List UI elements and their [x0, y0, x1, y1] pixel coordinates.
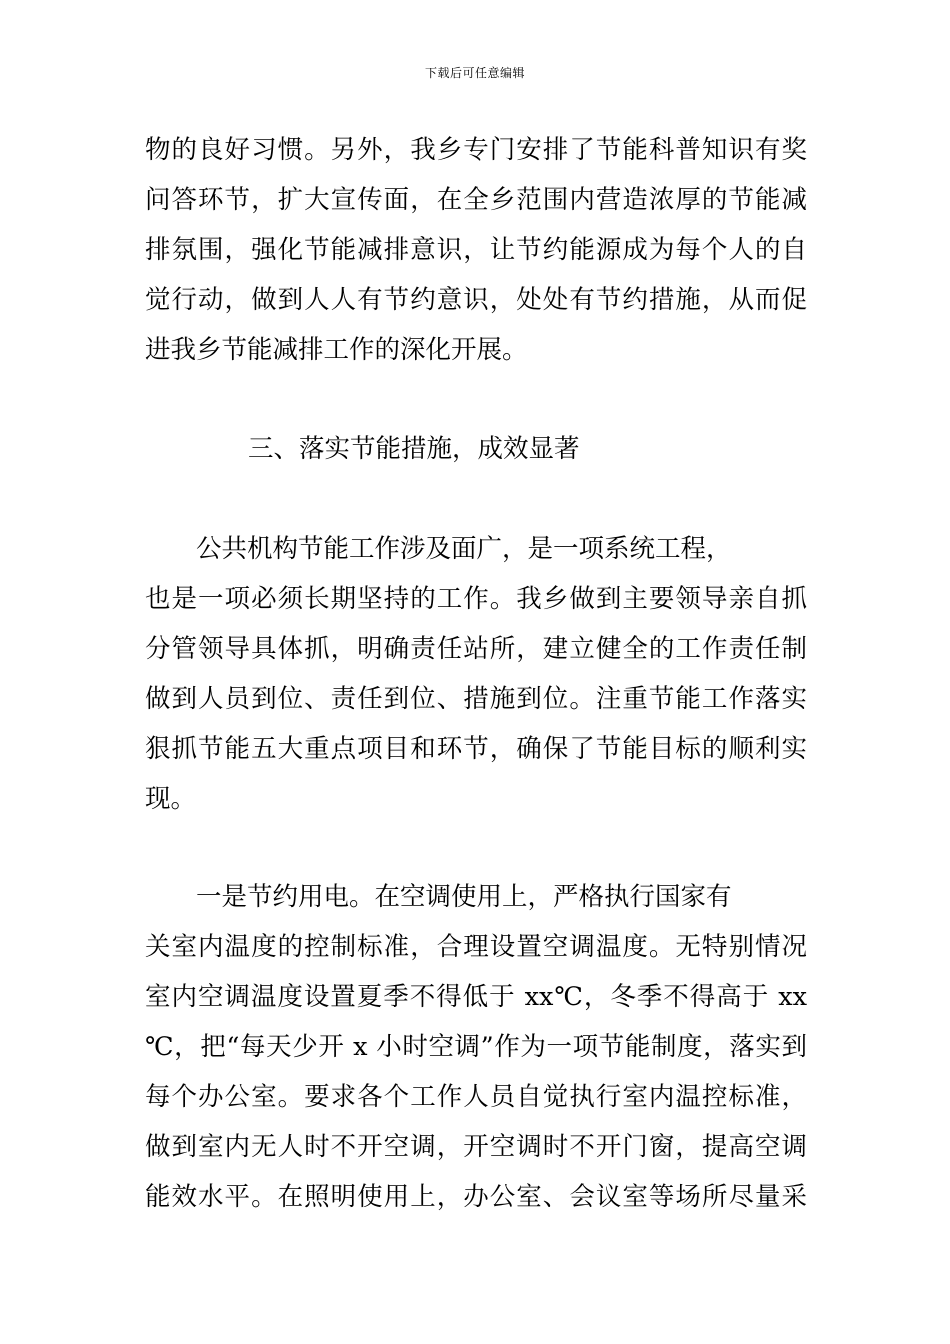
paragraph-1-line-1: 物的良好习惯。另外，我乡专门安排了节能科普知识有奖	[145, 135, 807, 165]
paragraph-3-line-7: 能效水平。在照明使用上，办公室、会议室等场所尽量采	[145, 1182, 807, 1212]
paragraph-2-line-1: 公共机构节能工作涉及面广，是一项系统工程，	[145, 534, 732, 564]
paragraph-2-line-4: 做到人员到位、责任到位、措施到位。注重节能工作落实	[145, 684, 807, 714]
paragraph-3-line-2: 关室内温度的控制标准，合理设置空调温度。无特别情况	[145, 932, 807, 962]
paragraph-2-line-3: 分管领导具体抓，明确责任站所，建立健全的工作责任制	[145, 634, 807, 664]
paragraph-3-line-3: 室内空调温度设置夏季不得低于 xx℃，冬季不得高于 xx	[145, 982, 807, 1012]
paragraph-2-line-5: 狠抓节能五大重点项目和环节，确保了节能目标的顺利实	[145, 734, 807, 764]
section-heading: 三、落实节能措施，成效显著	[248, 434, 580, 464]
paragraph-2-line-2: 也是一项必须长期坚持的工作。我乡做到主要领导亲自抓	[145, 584, 807, 614]
paragraph-2-line-6: 现。	[145, 784, 197, 814]
paragraph-3-line-4: ℃，把“每天少开 x 小时空调”作为一项节能制度，落实到	[145, 1032, 807, 1062]
paragraph-3-line-1: 一是节约用电。在空调使用上，严格执行国家有	[145, 882, 732, 912]
paragraph-3-line-6: 做到室内无人时不开空调，开空调时不开门窗，提高空调	[145, 1132, 807, 1162]
paragraph-1-line-2: 问答环节，扩大宣传面，在全乡范围内营造浓厚的节能减	[145, 185, 807, 215]
paragraph-1-line-4: 觉行动，做到人人有节约意识，处处有节约措施，从而促	[145, 285, 807, 315]
page-header: 下载后可任意编辑	[424, 66, 525, 80]
paragraph-1-line-3: 排氛围，强化节能减排意识，让节约能源成为每个人的自	[145, 235, 807, 265]
paragraph-1-line-5: 进我乡节能减排工作的深化开展。	[145, 335, 528, 365]
paragraph-3-line-5: 每个办公室。要求各个工作人员自觉执行室内温控标准，	[145, 1082, 807, 1112]
